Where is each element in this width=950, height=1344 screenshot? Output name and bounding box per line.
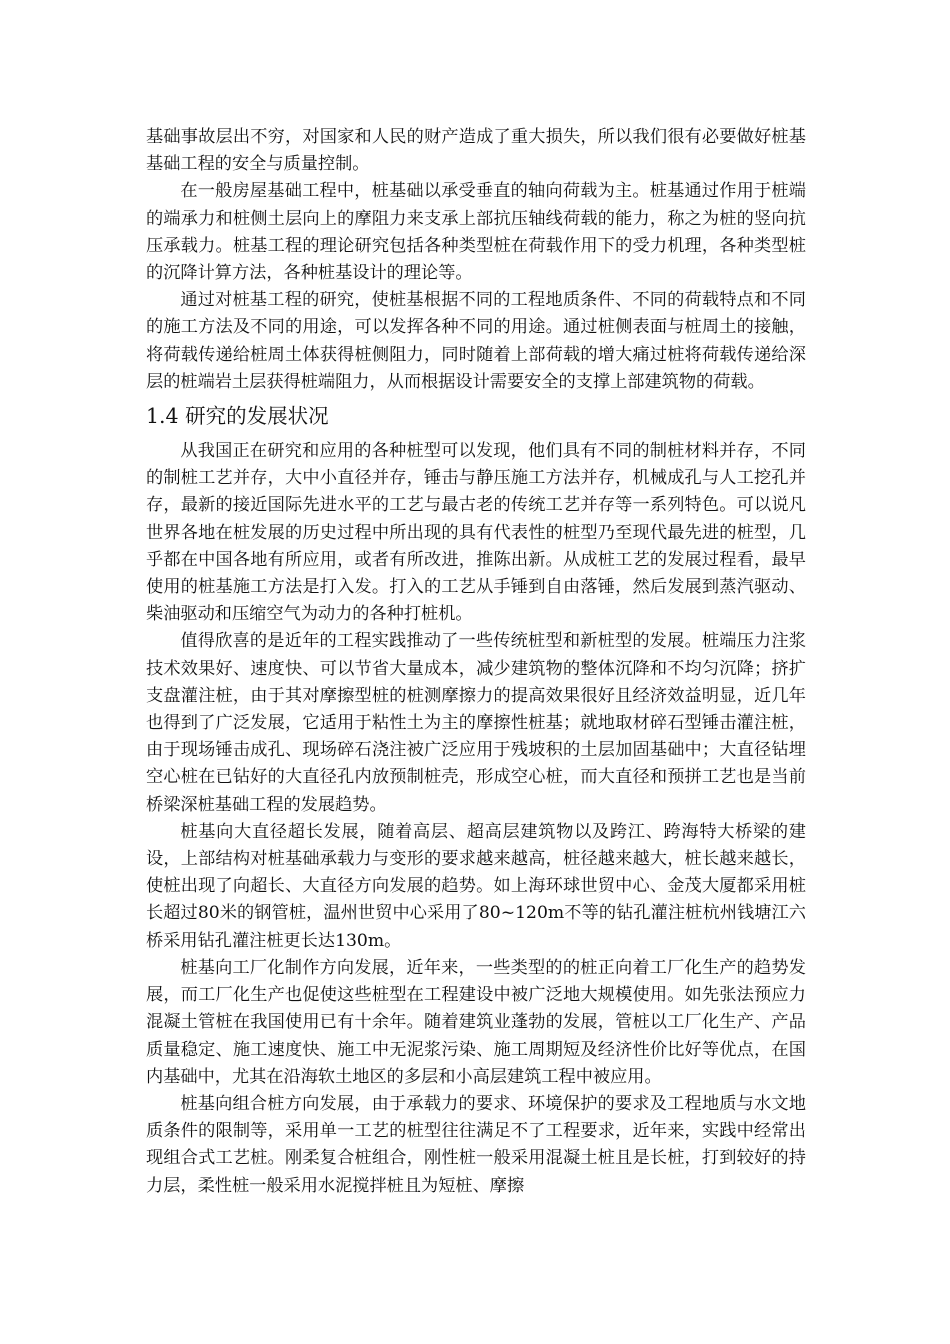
paragraph-pile-bearing: 在一般房屋基础工程中，桩基础以承受垂直的轴向荷载为主。桩基通过作用于桩端的端承力和桩侧土层向上的摩阻力来支承上部抗压轴线荷载的能力，称之为桩的竖向抗压承载力。桩基工程的理论研究包括各种类型桩在荷载作用下的受力机理，各种类型桩的沉降计算方法，各种桩基设计的理论等。 [146,181,806,284]
paragraph-continued: 基础事故层出不穷，对国家和人民的财产造成了重大损失，所以我们很有必要做好桩基基础工程的安全与质量控制。 [146,127,806,175]
paragraph-pile-types: 从我国正在研究和应用的各种桩型可以发现，他们具有不同的制桩材料并存，不同的制桩工艺并存，大中小直径并存，锤击与静压施工方法并存，机械成孔与人工挖孔并存，最新的接近国际先进水平的工艺与最古老的传统工艺并存等一系列特色。可以说凡世界各地在桩发展的历史过程中所出现的具有代表性的桩型乃至现代最先进的桩型，几乎都在中国各地有所应用，或者有所改进，推陈出新。从成桩工艺的发展过程看，最早使用的桩基施工方法是打入发。打入的工艺从手锤到自由落锤，然后发展到蒸汽驱动、柴油驱动和压缩空气为动力的各种打桩机。 [146,441,806,625]
paragraph-large-diameter: 桩基向大直径超长发展，随着高层、超高层建筑物以及跨江、跨海特大桥梁的建设，上部结构对桩基础承载力与变形的要求越来越高，桩径越来越大，桩长越来越长，使桩出现了向超长、大直径方向发展的趋势。如上海环球世贸中心、金茂大厦都采用桩长超过80米的钢管桩，温州世贸中心采用了80~120m不等的钻孔灌注桩杭州钱塘江六桥采用钻孔灌注桩更长达130m。 [146,821,806,951]
paragraph-composite-piles: 桩基向组合桩方向发展，由于承载力的要求、环境保护的要求及工程地质与水文地质条件的限制等，采用单一工艺的桩型往往满足不了工程要求，近年来，实践中经常出现组合式工艺桩。刚柔复合桩组合，刚性桩一般采用混凝土桩且是长桩，打到较好的持力层，柔性桩一般采用水泥搅拌桩且为短桩、摩擦 [146,1093,806,1196]
paragraph-pile-research: 通过对桩基工程的研究，使桩基根据不同的工程地质条件、不同的荷载特点和不同的施工方法及不同的用途，可以发挥各种不同的用途。通过桩侧表面与桩周土的接触，将荷载传递给桩周土体获得桩侧阻力，同时随着上部荷载的增大痛过桩将荷载传递给深层的桩端岩土层获得桩端阻力，从而根据设计需要安全的支撑上部建筑物的荷载。 [146,290,806,392]
paragraph-new-piles: 值得欣喜的是近年的工程实践推动了一些传统桩型和新桩型的发展。桩端压力注浆技术效果好、速度快、可以节省大量成本，减少建筑物的整体沉降和不均匀沉降；挤扩支盘灌注桩，由于其对摩擦型桩的桩测摩擦力的提高效果很好且经济效益明显，近几年也得到了广泛发展，它适用于粘性土为主的摩擦性桩基；就地取材碎石型锤击灌注桩，由于现场锤击成孔、现场碎石浇注被广泛应用于残坡积的土层加固基础中；大直径钻埋空心桩在已钻好的大直径孔内放预制桩壳，形成空心桩，而大直径和预拼工艺也是当前桥梁深桩基础工程的发展趋势。 [146,631,806,815]
paragraph-factory-piles: 桩基向工厂化制作方向发展，近年来，一些类型的的桩正向着工厂化生产的趋势发展，而工厂化生产也促使这些桩型在工程建设中被广泛地大规模使用。如先张法预应力混凝土管桩在我国使用已有十余年。随着建筑业蓬勃的发展，管桩以工厂化生产、产品质量稳定、施工速度快、施工中无泥浆污染、施工周期短及经济性价比好等优点，在国内基础中，尤其在沿海软土地区的多层和小高层建筑工程中被应用。 [146,957,806,1087]
section-heading: 1.4 研究的发展状况 [146,404,329,429]
document-body [146,124,806,1200]
